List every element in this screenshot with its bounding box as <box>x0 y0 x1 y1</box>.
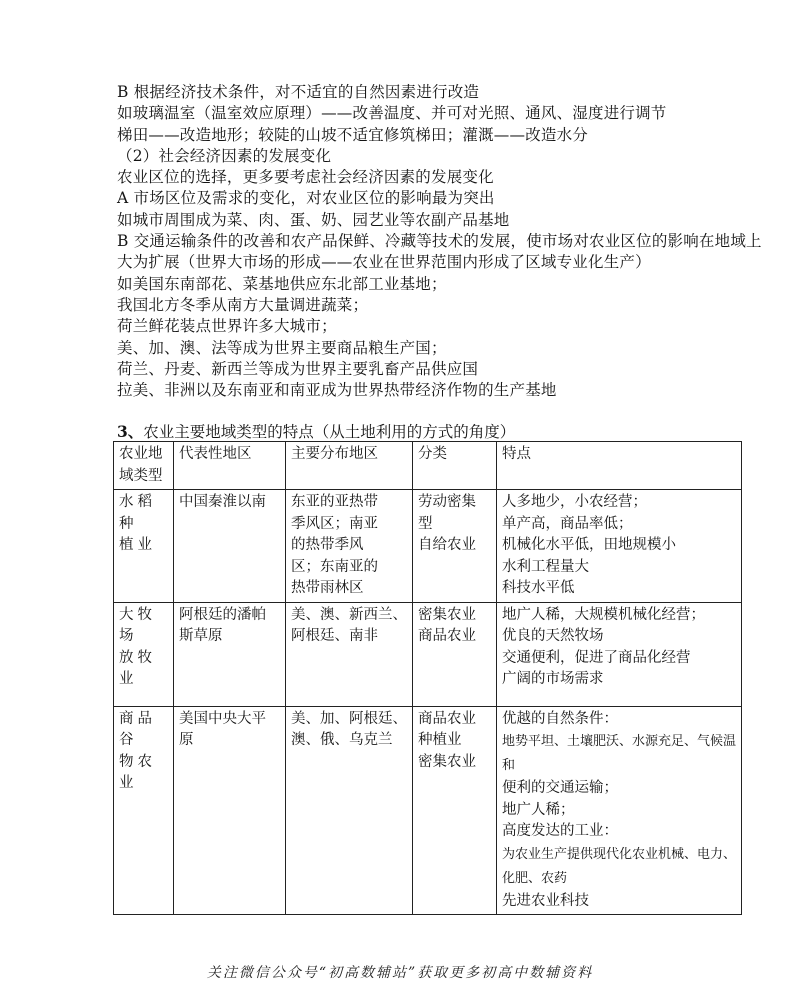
cell-line: 澳、俄、乌克兰 <box>291 732 393 748</box>
cell-line: 原 <box>179 732 194 748</box>
distribution-cell <box>286 602 413 706</box>
features-cell <box>497 706 742 915</box>
cell-line: 种植业 <box>418 732 462 748</box>
text-line: 农业区位的选择，更多要考虑社会经济因素的发展变化 <box>117 168 494 187</box>
cell-line: 先进农业科技 <box>502 892 589 909</box>
text-line: A 市场区位及需求的变化，对农业区位的影响最为突出 <box>117 189 495 208</box>
cell-line: 代表性地区 <box>179 446 252 462</box>
text-line: 如玻璃温室（温室效应原理）——改善温度、并可对光照、通风、湿度进行调节 <box>117 104 667 123</box>
cell-line: 物农业 <box>119 753 156 791</box>
cell-line: 单产高，商品率低； <box>502 515 633 532</box>
cell-line: 便利的交通运输； <box>502 780 618 796</box>
distribution-cell <box>286 490 413 603</box>
text-line: 如美国东南部花、菜基地供应东北部工业基地； <box>117 274 447 293</box>
text-line: 如城市周围成为菜、肉、蛋、奶、园艺业等农副产品基地 <box>117 210 510 229</box>
cell-line: 阿根廷的潘帕 <box>179 606 266 623</box>
cell-line: 地势平坦、土壤肥沃、水源充足、气候温 <box>502 734 737 749</box>
cell-line: 密集农业 <box>418 753 476 770</box>
text-line: 荷兰、丹麦、新西兰等成为世界主要乳畜产品供应国 <box>117 359 479 378</box>
cell-line: 机械化水平低，田地规模小 <box>502 537 676 553</box>
region-cell <box>174 490 286 603</box>
type-cell <box>114 706 174 915</box>
cell-line: 水稻种 <box>119 494 156 532</box>
cell-line: 东亚的亚热带 <box>291 494 378 510</box>
cell-line: 美、加、阿根廷、 <box>291 710 407 727</box>
cell-line: 交通便利，促进了商品化经营 <box>502 649 691 666</box>
header-cell-features <box>497 442 742 490</box>
section-title-text: 农业主要地域类型的特点（从土地利用的方式的角度） <box>143 423 516 441</box>
footer-note: 关注微信公众号“初高数辅站”获取更多初高中数辅资料 <box>206 965 594 981</box>
cell-line: 分类 <box>418 446 447 462</box>
text-line: 荷兰鲜花装点世界许多大城市； <box>117 317 337 336</box>
cell-line: 高度发达的工业： <box>502 823 618 839</box>
text-line: B 交通运输条件的改善和农产品保鲜、冷藏等技术的发展，使市场对农业区位的影响在地域上 <box>117 232 762 251</box>
cell-line: 主要分布地区 <box>291 446 378 462</box>
cell-line: 美、澳、新西兰、 <box>291 606 407 623</box>
cell-line: 化肥、农药 <box>502 870 568 886</box>
cell-line: 美国中央大平 <box>179 710 266 727</box>
text-line: 我国北方冬季从南方大量调进蔬菜； <box>117 295 369 314</box>
cell-line: 密集农业 <box>418 606 476 623</box>
text-line: 拉美、非洲以及东南亚和南亚成为世界热带经济作物的生产基地 <box>117 381 557 400</box>
table-row <box>114 602 742 706</box>
category-cell <box>413 602 497 706</box>
cell-line: 的热带季风 <box>291 537 364 553</box>
text-line: 美、加、澳、法等成为世界主要商品粮生产国； <box>117 338 447 357</box>
cell-line: 特点 <box>502 446 531 462</box>
cell-line: 斯草原 <box>179 628 223 644</box>
section-heading <box>117 420 515 442</box>
cell-line: 区；东南亚的 <box>291 558 378 575</box>
cell-line: 热带雨林区 <box>291 580 364 596</box>
region-cell <box>174 602 286 706</box>
cell-line: 劳动密集 <box>418 494 476 510</box>
cell-line: 植业 <box>119 537 156 553</box>
category-cell <box>413 706 497 915</box>
cell-line: 地广人稀，大规模机械化经营； <box>502 606 705 623</box>
cell-line: 商品农业 <box>418 628 476 644</box>
section-number: 3、 <box>117 422 144 441</box>
type-cell <box>114 490 174 603</box>
cell-line: 优良的天然牧场 <box>502 628 604 644</box>
cell-line: 季风区；南亚 <box>291 515 378 532</box>
header-cell-distribution <box>286 442 413 490</box>
features-cell <box>497 490 742 603</box>
cell-line: 科技水平低 <box>502 580 575 596</box>
cell-line: 放牧业 <box>119 649 156 687</box>
table-row <box>114 706 742 915</box>
header-cell-type <box>114 442 174 490</box>
category-cell <box>413 490 497 603</box>
cell-line: 广阔的市场需求 <box>502 671 604 687</box>
cell-line: 大牧场 <box>119 606 156 644</box>
cell-line: 和 <box>502 758 516 773</box>
cell-line: 水利工程量大 <box>502 558 589 575</box>
cell-line: 商品农业 <box>418 710 476 727</box>
cell-line: 型 <box>418 515 433 532</box>
table-header-row <box>114 442 742 490</box>
agriculture-types-table <box>113 441 742 915</box>
distribution-cell <box>286 706 413 915</box>
cell-line: 阿根廷、南非 <box>291 628 378 644</box>
cell-line: 农业地 <box>119 446 163 462</box>
cell-line: 优越的自然条件： <box>502 710 618 727</box>
table-row <box>114 490 742 603</box>
cell-line: 商品谷 <box>119 710 156 748</box>
cell-line: 域类型 <box>119 467 163 484</box>
cell-line: 为农业生产提供现代化农业机械、电力、 <box>502 846 737 862</box>
cell-line: 自给农业 <box>418 537 476 553</box>
cell-line: 地广人稀； <box>502 801 575 818</box>
cell-line: 人多地少，小农经营； <box>502 494 647 510</box>
text-line: 大为扩展（世界大市场的形成——农业在世界范围内形成了区域专业化生产） <box>117 253 651 272</box>
header-cell-region <box>174 442 286 490</box>
body-text <box>117 82 762 401</box>
text-line: B 根据经济技术条件，对不适宜的自然因素进行改造 <box>117 83 480 101</box>
type-cell <box>114 602 174 706</box>
text-line: 梯田——改造地形；较陡的山坡不适宜修筑梯田；灌溉——改造水分 <box>117 125 589 144</box>
features-cell <box>497 602 742 706</box>
region-cell <box>174 706 286 915</box>
header-cell-category <box>413 442 497 490</box>
cell-line: 中国秦淮以南 <box>179 494 266 510</box>
text-line: （2）社会经济因素的发展变化 <box>117 146 332 165</box>
